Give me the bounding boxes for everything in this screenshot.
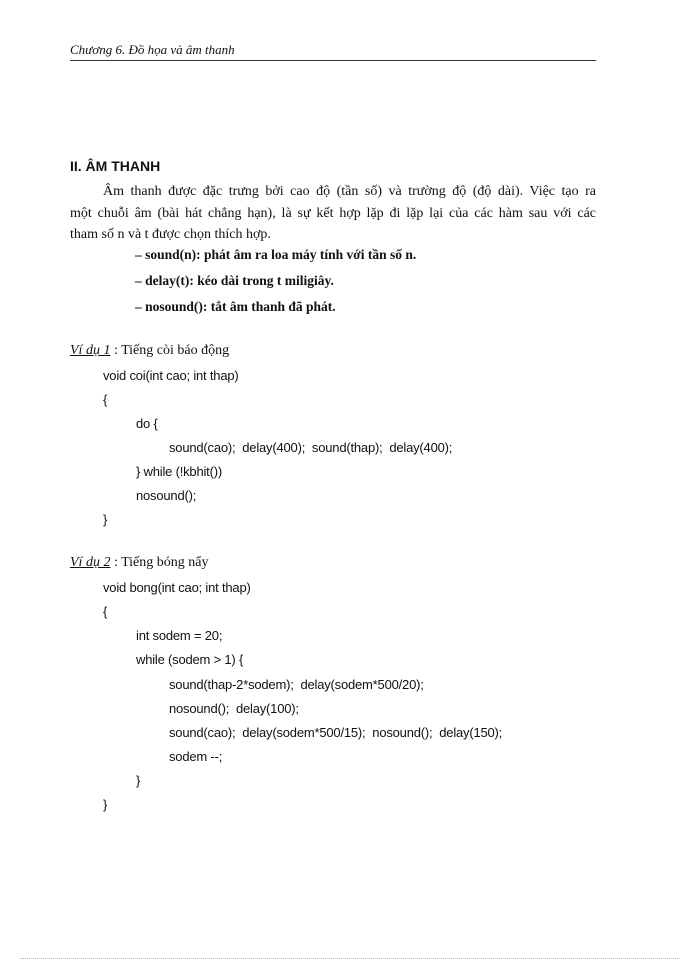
example-2-id: Ví dụ 2 <box>70 555 111 570</box>
example-1-label <box>70 343 229 359</box>
footer-rule <box>20 958 680 959</box>
paragraph-line: tham số n và t được chọn thích hợp. <box>70 227 271 242</box>
code-line: nosound(); delay(100); <box>169 701 299 716</box>
code-line: } <box>136 773 141 788</box>
code-line: { <box>103 604 108 619</box>
code-line: } <box>103 512 108 527</box>
function-delay: – delay(t): kéo dài trong t miligiây. <box>135 273 334 288</box>
intro-paragraph <box>70 181 596 246</box>
function-nosound: – nosound(): tắt âm thanh đã phát. <box>135 299 336 314</box>
header-rule <box>70 60 596 61</box>
chapter-header: Chương 6. Đồ họa và âm thanh <box>70 42 235 57</box>
paragraph-line: Âm thanh được đặc trưng bởi cao độ (tần số) và trường độ (độ dài). Việc tạo ra <box>103 184 596 199</box>
example-1-id: Ví dụ 1 <box>70 343 111 358</box>
section-heading: II. ÂM THANH <box>70 158 161 174</box>
code-line: sodem --; <box>169 749 223 764</box>
code-line: } <box>103 797 108 812</box>
example-1-desc: : Tiếng còi báo động <box>110 343 230 358</box>
code-line: void coi(int cao; int thap) <box>103 368 239 383</box>
code-line: { <box>103 392 108 407</box>
code-line: do { <box>136 416 158 431</box>
code-line: } while (!kbhit()) <box>136 464 222 479</box>
code-line: int sodem = 20; <box>136 628 223 643</box>
code-line: sound(cao); delay(sodem*500/15); nosound(); delay(150); <box>169 725 503 740</box>
function-sound: – sound(n): phát âm ra loa máy tính với tần số n. <box>135 247 417 262</box>
code-line: nosound(); <box>136 488 197 503</box>
example-2-label <box>70 555 208 571</box>
code-line: sound(thap-2*sodem); delay(sodem*500/20); <box>169 677 424 692</box>
example-2-desc: : Tiếng bóng nẩy <box>110 555 209 570</box>
code-line: while (sodem > 1) { <box>136 652 244 667</box>
code-line: void bong(int cao; int thap) <box>103 580 251 595</box>
paragraph-line: một chuỗi âm (bài hát chẳng hạn), là sự kết hợp lặp đi lặp lại của các hàm sau với các <box>70 205 596 221</box>
code-line: sound(cao); delay(400); sound(thap); delay(400); <box>169 440 453 455</box>
